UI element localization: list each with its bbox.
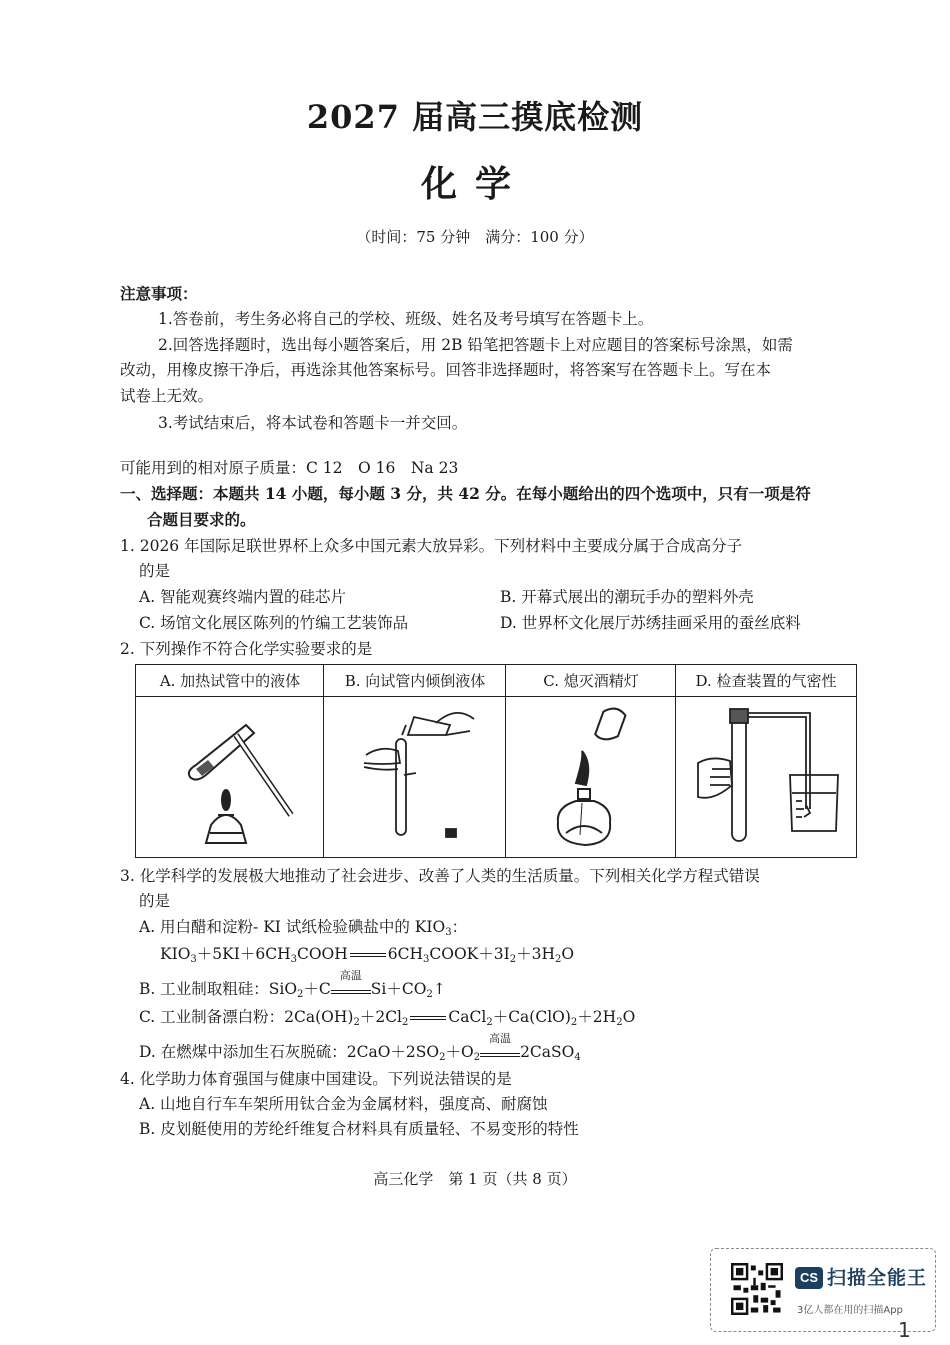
q2-header-c: C. 熄灭酒精灯: [506, 665, 676, 697]
q1-option-a: A. 智能观赛终端内置的硅芯片: [139, 588, 347, 606]
q3-a-text: A. 用白醋和淀粉- KI 试纸检验碘盐中的 KIO: [139, 918, 446, 936]
alcohol-lamp-illustration: [536, 703, 656, 853]
subject-title: 化学: [420, 163, 529, 205]
q1-option-b: B. 开幕式展出的潮玩手办的塑料外壳: [500, 588, 754, 606]
exam-title: 2027 届高三摸底检测: [306, 98, 644, 136]
pouring-liquid-illustration: [346, 705, 486, 853]
airtightness-check-illustration: [692, 705, 852, 853]
notice-item-2-cont: 改动，用橡皮擦干净后，再选涂其他答案标号。回答非选择题时，将答案写在答题卡上。写在本: [120, 361, 772, 379]
q1-stem-cont: 的是: [139, 562, 171, 580]
atomic-mass-line: 可能用到的相对原子质量：C 12 O 16 Na 23: [120, 459, 459, 477]
q3-option-c: C. 工业制备漂白粉：$2Ca(OH)_2+2Cl_2$ $CaCl_2+Ca(ClO)_2+2H_2O$: [139, 1008, 636, 1028]
q3-stem: 3. 化学科学的发展极大地推动了社会进步、改善了人类的生活质量。下列相关化学方程式错误: [120, 867, 760, 885]
q2-header-b: B. 向试管内倾倒液体: [324, 665, 506, 697]
q2-option-table: [135, 664, 857, 858]
q3-option-a-label: [139, 914, 467, 940]
qr-code-icon: [731, 1263, 783, 1315]
camscanner-logo: CS: [795, 1267, 823, 1289]
q2-stem: 2. 下列操作不符合化学实验要求的是: [120, 640, 373, 658]
equals-sign: [350, 953, 386, 957]
notice-item-2: 2.回答选择题时，选出每小题答案后，用 2B 铅笔把答题卡上对应题目的答案标号涂黑，如需: [158, 336, 793, 354]
q3-b-label: B. 工业制取粗硅：: [139, 980, 269, 998]
time-info: （时间：75 分钟 满分：100 分）: [356, 228, 594, 246]
section-heading: 一、选择题：本题共 14 小题，每小题 3 分，共 42 分。在每小题给出的四个选项中，只有一项是符: [120, 484, 811, 503]
heating-test-tube-illustration: [166, 705, 306, 853]
q1-option-d: D. 世界杯文化展厅苏绣挂画采用的蚕丝底料: [500, 614, 801, 632]
q4-option-a: A. 山地自行车车架所用钛合金为金属材料，强度高、耐腐蚀: [139, 1095, 548, 1113]
q3-option-d: D. 在燃煤中添加生石灰脱硫：$2CaO+2SO_2+O_2$ 高温 2CaSO$_4$: [139, 1032, 581, 1063]
scanner-slogan: 3亿人都在用的扫描App: [797, 1305, 903, 1316]
q1-option-c: C. 场馆文化展区陈列的竹编工艺装饰品: [139, 614, 409, 632]
q4-option-b: B. 皮划艇使用的芳纶纤维复合材料具有质量轻、不易变形的特性: [139, 1120, 579, 1138]
reaction-condition: 高温: [480, 1045, 520, 1057]
notice-heading: 注意事项：: [120, 284, 198, 303]
scanner-brand: 扫描全能王: [827, 1267, 928, 1289]
section-heading-cont: 合题目要求的。: [147, 510, 256, 529]
equals-sign: [410, 1016, 446, 1020]
page-number: 1: [898, 1318, 911, 1342]
notice-item-3: 3.考试结束后，将本试卷和答题卡一并交回。: [158, 414, 468, 432]
q3-a-colon: ：: [451, 918, 468, 936]
q3-a-sub: 3: [445, 927, 452, 938]
q3-option-b: B. 工业制取粗硅：SiO$_2$＋C 高温 $Si+CO_2↑$: [139, 969, 446, 1000]
q1-stem: 1. 2026 年国际足联世界杯上众多中国元素大放异彩。下列材料中主要成分属于合成高分子: [120, 537, 743, 555]
notice-item-2-end: 试卷上无效。: [120, 387, 214, 405]
notice-item-1: 1.答卷前，考生务必将自己的学校、班级、姓名及考号填写在答题卡上。: [158, 310, 654, 328]
q3-equation-a: $KIO_3+5KI+6CH_3COOH$ $6CH_3COOK+3I_2+3H_2O$: [160, 945, 575, 965]
reaction-condition: 高温: [331, 982, 371, 994]
page-footer: 高三化学 第 1 页（共 8 页）: [373, 1170, 577, 1188]
q4-stem: 4. 化学助力体育强国与健康中国建设。下列说法错误的是: [120, 1070, 512, 1088]
q2-header-a: A. 加热试管中的液体: [136, 665, 324, 697]
q3-d-label: D. 在燃煤中添加生石灰脱硫：: [139, 1043, 347, 1061]
q2-header-d: D. 检查装置的气密性: [676, 665, 856, 697]
q3-stem-cont: 的是: [139, 892, 171, 910]
q3-c-label: C. 工业制备漂白粉：: [139, 1008, 285, 1026]
